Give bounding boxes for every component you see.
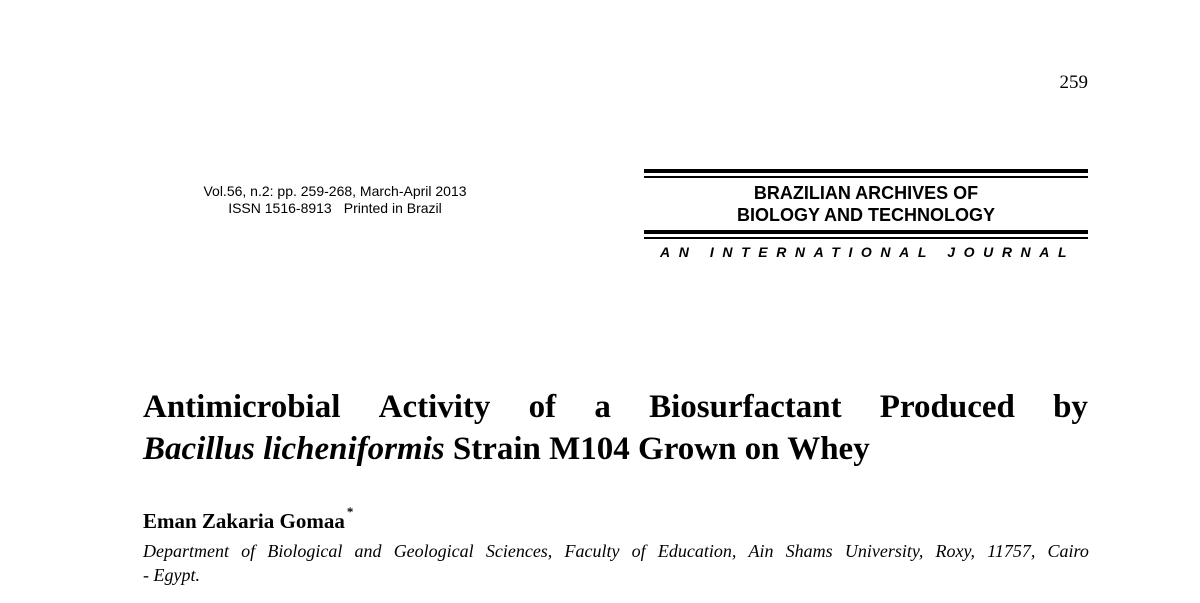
affiliation-word: University, bbox=[844, 541, 924, 561]
title-line2 bbox=[143, 428, 1088, 470]
title-word: Produced bbox=[879, 389, 1015, 425]
affiliation-word: of bbox=[241, 541, 256, 561]
journal-name bbox=[644, 178, 1088, 230]
affiliation bbox=[143, 539, 1089, 587]
affiliation-word: Department bbox=[143, 541, 229, 561]
affiliation-word: Education, bbox=[657, 541, 737, 561]
issn-row bbox=[200, 200, 470, 217]
affiliation-word: Biological bbox=[267, 541, 343, 561]
printed-in: Printed in Brazil bbox=[343, 200, 442, 216]
article-title bbox=[143, 386, 1088, 470]
title-word: Antimicrobial bbox=[143, 389, 341, 425]
affiliation-word: Geological bbox=[393, 541, 474, 561]
author bbox=[143, 504, 354, 534]
top-rule-thick bbox=[644, 169, 1088, 173]
page-number: 259 bbox=[1059, 72, 1088, 93]
author-name: Eman Zakaria Gomaa bbox=[143, 509, 345, 533]
journal-name-line1: BRAZILIAN ARCHIVES OF bbox=[753, 183, 979, 203]
affiliation-word: and bbox=[354, 541, 382, 561]
title-word: by bbox=[1053, 389, 1088, 425]
affiliation-word: Shams bbox=[785, 541, 833, 561]
title-word: a bbox=[594, 389, 611, 425]
affiliation-word: Ain bbox=[748, 541, 774, 561]
affiliation-word: of bbox=[631, 541, 646, 561]
affiliation-word: 11757, bbox=[987, 541, 1036, 561]
affiliation-word: Sciences, bbox=[485, 541, 553, 561]
journal-masthead bbox=[644, 169, 1088, 260]
affiliation-line2: - Egypt. bbox=[143, 565, 200, 585]
title-word: Biosurfactant bbox=[649, 389, 842, 425]
bottom-rule-thin bbox=[644, 237, 1088, 239]
publication-info bbox=[200, 183, 470, 217]
affiliation-line1 bbox=[143, 539, 1089, 563]
title-word: of bbox=[528, 389, 557, 425]
species-name: Bacillus licheniformis bbox=[143, 431, 445, 467]
title-word: Activity bbox=[378, 389, 491, 425]
journal-subtitle: AN INTERNATIONAL JOURNAL bbox=[660, 244, 1076, 260]
affiliation-word: Roxy, bbox=[935, 541, 976, 561]
affiliation-word: Faculty bbox=[564, 541, 620, 561]
corresponding-mark: * bbox=[346, 504, 354, 519]
affiliation-word: Cairo bbox=[1047, 541, 1089, 561]
volume-line: Vol.56, n.2: pp. 259-268, March-April 2013 bbox=[203, 183, 467, 199]
title-line2-rest: Strain M104 Grown on Whey bbox=[444, 431, 870, 467]
title-line1 bbox=[143, 386, 1088, 428]
bottom-rule-thick bbox=[644, 230, 1088, 234]
issn: ISSN 1516-8913 bbox=[228, 200, 332, 216]
journal-name-line2: BIOLOGY AND TECHNOLOGY bbox=[736, 205, 995, 225]
